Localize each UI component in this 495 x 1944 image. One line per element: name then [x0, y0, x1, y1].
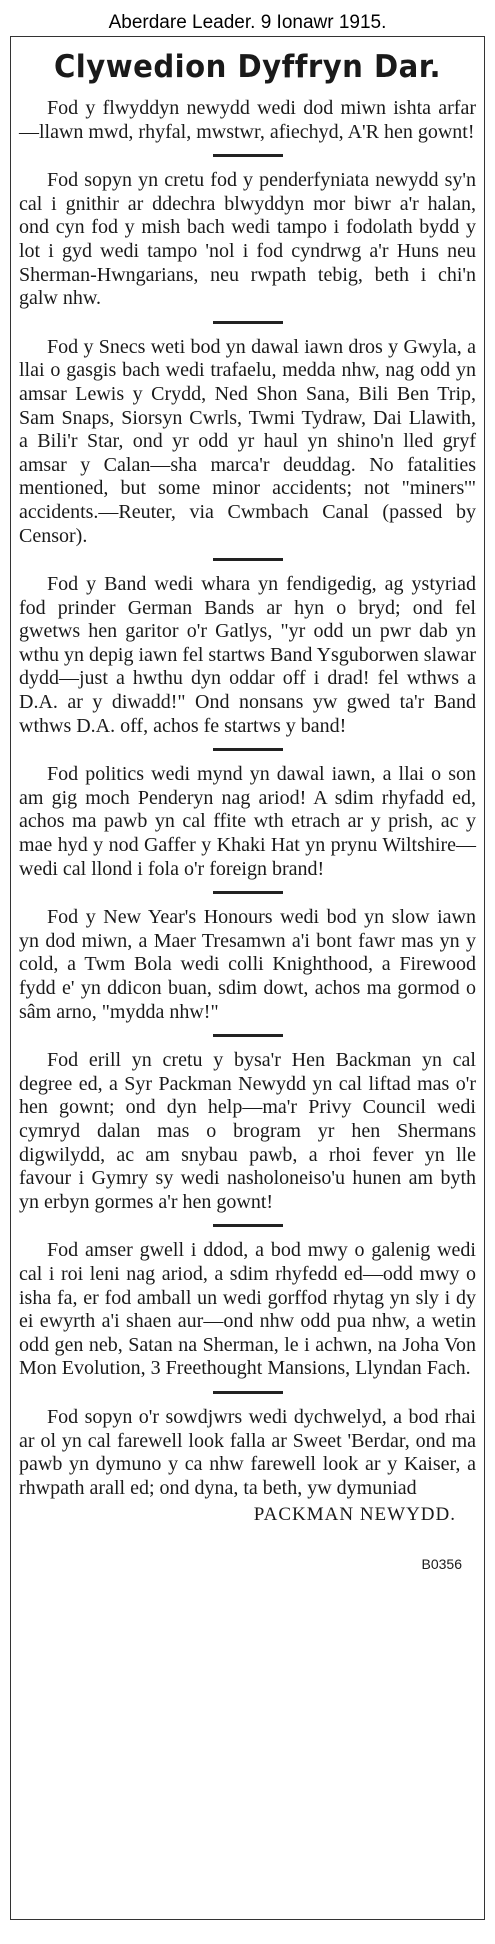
section-divider — [213, 154, 283, 157]
source-caption: Aberdare Leader. 9 Ionawr 1915. — [108, 12, 387, 33]
section-divider — [213, 1224, 283, 1227]
section-divider — [213, 891, 283, 894]
paragraph-6: Fod y New Year's Honours wedi bod yn slow iawn yn dod miwn, a Maer Tresamwn a'i bont fawr mas yn y cold, a Twm Bola wedi colli Knighthood, a Firewood fydd e' yn ddicon buan, sdim dowt, achos ma gormod o sâm arno, "mydda nhw!" — [19, 906, 476, 1023]
paragraph-7: Fod erill yn cretu y bysa'r Hen Backman yn cal degree ed, a Syr Packman Newydd yn cal liftad mas o'r hen gownt; ond dyn help—ma'r Privy Council wedi cymryd dalan mas o brogram yr hen Shermans digwilydd, ac am snybau pawb, a rhoi fever yn lle favour i Gymry sy wedi nasholoneiso'u hunen am byth yn erbyn gormes a'r hen gownt! — [19, 1049, 476, 1213]
paragraph-8: Fod amser gwell i ddod, a bod mwy o galenig wedi cal i roi leni nag ariod, a sdim rhyfedd ed—odd mwy o isha fa, er fod amball un wedi gorffod rhytag yn sly i dy ei ewyrth a'i shaen aur—ond nhw odd pua nhw, a wetin odd gen neb, Satan na Sherman, le i achwn, na Joha Von Mon Evolution, 3 Freethought Mansions, Llyndan Fach. — [19, 1239, 476, 1380]
paragraph-4: Fod y Band wedi whara yn fendigedig, ag ystyriad fod prinder German Bands ar hyn o bryd; ond fel gwetws hen garitor o'r Gatlys, "yr odd un pwr dab yn wthu yn depig iawn fel startws Band Ysguborwen slawar dydd—just a hwthu dyn oddar off i drad! fel wthws a D.A. ar y diwadd!" Ond nonsans yw gwed ta'r Band wthws D.A. off, achos fe startws y band! — [19, 573, 476, 737]
author-signature: PACKMAN NEWYDD. — [253, 1504, 456, 1526]
article-heading: Clywedion Dyffryn Dar. — [53, 49, 442, 85]
section-divider — [213, 1034, 283, 1037]
paragraph-5: Fod politics wedi mynd yn dawal iawn, a llai o son am gig moch Penderyn nag ariod! A sdim rhyfadd ed, achos ma pawb yn cal ffite wth etrach ar y prish, ac y mae hyd y nod Gaffer y Khaki Hat yn prynu Wiltshire—wedi cal llond i fola o'r foreign brand! — [19, 763, 476, 880]
paragraph-2: Fod sopyn yn cretu fod y penderfyniata newydd sy'n cal i gnithir ar ddechra blwyddyn mor biwr a'r halan, ond cyn fod y mish bach wedi tampo i fodolath bydd y lot i gyd wedi tampo 'nol i fod cyndrwg a'r Huns neu Sherman-Hwngarians, neu rwpath tebig, beth i chi'n galw nhw. — [19, 169, 476, 310]
paragraph-3: Fod y Snecs weti bod yn dawal iawn dros y Gwyla, a llai o gasgis bach wedi trafaelu, medda nhw, nag odd yn amsar Lewis y Crydd, Ned Shon Sana, Bili Ben Trip, Sam Snaps, Siorsyn Cwrls, Twmi Tydraw, Dai Llawith, a Bili'r Star, ond yr odd yr haul yn shino'n lled gryf amsar y Calan—sha marca'r deuddag. No fatalities mentioned, but some minor accidents; not "miners'" accidents.—Reuter, via Cwmbach Canal (passed by Censor). — [19, 335, 476, 547]
paragraph-1: Fod y flwyddyn newydd wedi dod miwn ishta arfar—llawn mwd, rhyfal, mwstwr, afiechyd, A'R hen gownt! — [19, 97, 476, 143]
section-divider — [213, 321, 283, 324]
paragraph-9: Fod sopyn o'r sowdjwrs wedi dychwelyd, a bod rhai ar ol yn cal farewell look falla ar Sweet 'Berdar, ond ma pawb yn dymuno y ca nhw farewell look ar y Kaiser, a rhwpath arall ed; ond dyna, ta beth, yw dymuniad — [19, 1405, 476, 1499]
reference-code: B0356 — [421, 1556, 462, 1573]
section-divider — [213, 1391, 283, 1394]
article-column — [10, 36, 485, 1920]
section-divider — [213, 748, 283, 751]
section-divider — [213, 558, 283, 561]
